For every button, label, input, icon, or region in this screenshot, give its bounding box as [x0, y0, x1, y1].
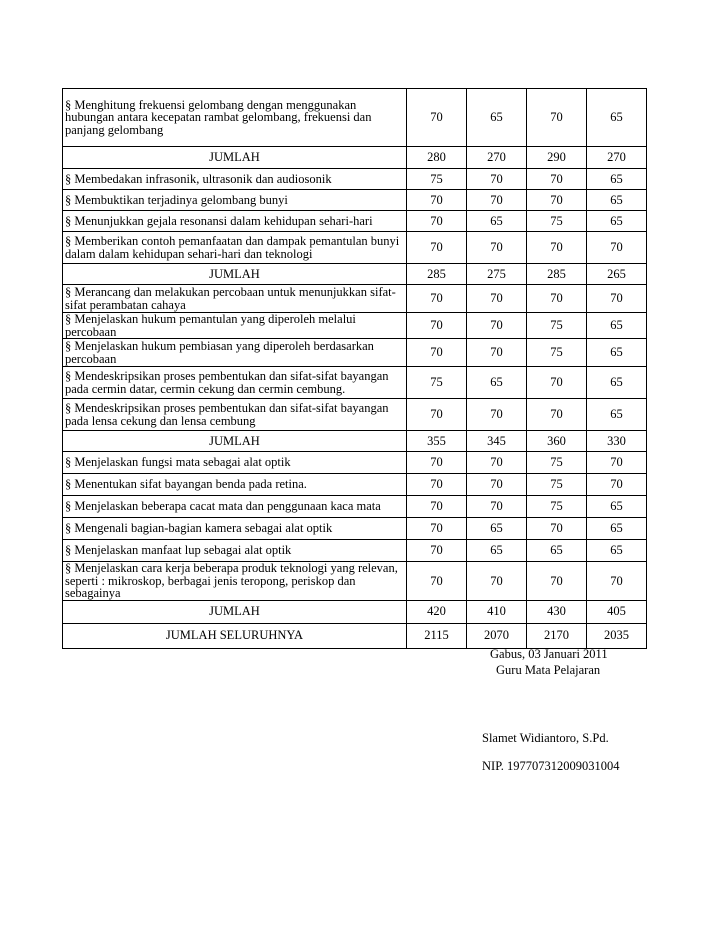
- score-cell: 70: [527, 285, 587, 313]
- total-label: JUMLAH: [63, 147, 407, 169]
- score-cell: 70: [467, 339, 527, 367]
- table-row: [63, 562, 647, 601]
- score-cell: 70: [467, 285, 527, 313]
- competency-description: § Menjelaskan hukum pembiasan yang diperoleh berdasarkan percobaan: [63, 339, 407, 367]
- signature-place-date: Gabus, 03 Januari 2011: [490, 647, 608, 661]
- table-row: [63, 540, 647, 562]
- score-cell: 70: [467, 232, 527, 264]
- score-cell: 2070: [467, 623, 527, 648]
- signature-role: Guru Mata Pelajaran: [496, 663, 601, 677]
- score-cell: 65: [527, 540, 587, 562]
- score-cell: 270: [587, 147, 647, 169]
- score-cell: 65: [467, 211, 527, 232]
- competency-description: § Mendeskripsikan proses pembentukan dan sifat-sifat bayangan pada cermin datar, cermin cekung dan cermin cembung.: [63, 367, 407, 399]
- score-cell: 65: [587, 399, 647, 431]
- score-cell: 70: [407, 89, 467, 147]
- score-cell: 65: [467, 367, 527, 399]
- score-cell: 70: [467, 474, 527, 496]
- score-cell: 70: [527, 190, 587, 211]
- score-cell: 65: [587, 540, 647, 562]
- score-cell: 65: [467, 518, 527, 540]
- score-cell: 285: [527, 264, 587, 285]
- score-table-body: [63, 89, 647, 649]
- table-row: [63, 452, 647, 474]
- score-cell: 65: [587, 89, 647, 147]
- table-row: [63, 474, 647, 496]
- score-cell: 70: [467, 169, 527, 190]
- score-cell: 420: [407, 600, 467, 623]
- score-cell: 270: [467, 147, 527, 169]
- score-cell: 275: [467, 264, 527, 285]
- score-cell: 75: [527, 474, 587, 496]
- score-cell: 330: [587, 431, 647, 452]
- total-label: JUMLAH: [63, 264, 407, 285]
- competency-description: § Menunjukkan gejala resonansi dalam kehidupan sehari-hari: [63, 211, 407, 232]
- score-cell: 410: [467, 600, 527, 623]
- score-cell: 70: [527, 232, 587, 264]
- score-cell: 70: [587, 452, 647, 474]
- score-cell: 70: [527, 518, 587, 540]
- score-cell: 70: [467, 190, 527, 211]
- table-row: [63, 211, 647, 232]
- competency-description: § Menghitung frekuensi gelombang dengan menggunakan hubungan antara kecepatan rambat gelombang, frekuensi dan panjang gelombang: [63, 89, 407, 147]
- total-row: [63, 147, 647, 169]
- total-row: [63, 623, 647, 648]
- competency-description: § Menjelaskan cara kerja beberapa produk teknologi yang relevan, seperti : mikroskop, berbagai jenis teropong, periskop dan sebagainya: [63, 562, 407, 601]
- score-cell: 65: [587, 211, 647, 232]
- score-cell: 65: [467, 540, 527, 562]
- score-cell: 70: [587, 232, 647, 264]
- competency-description: § Menentukan sifat bayangan benda pada retina.: [63, 474, 407, 496]
- score-cell: 70: [587, 562, 647, 601]
- total-label: JUMLAH SELURUHNYA: [63, 623, 407, 648]
- score-cell: 70: [407, 190, 467, 211]
- score-cell: 70: [407, 518, 467, 540]
- score-cell: 70: [527, 399, 587, 431]
- score-cell: 70: [467, 399, 527, 431]
- score-cell: 75: [407, 367, 467, 399]
- total-row: [63, 264, 647, 285]
- score-table: [62, 88, 647, 649]
- score-cell: 70: [587, 285, 647, 313]
- table-row: [63, 518, 647, 540]
- score-cell: 2035: [587, 623, 647, 648]
- score-cell: 70: [407, 211, 467, 232]
- score-cell: 70: [407, 339, 467, 367]
- total-row: [63, 600, 647, 623]
- score-cell: 360: [527, 431, 587, 452]
- table-row: [63, 399, 647, 431]
- score-cell: 70: [407, 232, 467, 264]
- total-row: [63, 431, 647, 452]
- signature-name: Slamet Widiantoro, S.Pd.: [482, 731, 609, 745]
- competency-description: § Menjelaskan beberapa cacat mata dan penggunaan kaca mata: [63, 496, 407, 518]
- score-cell: 430: [527, 600, 587, 623]
- score-cell: 65: [587, 313, 647, 339]
- competency-description: § Menjelaskan manfaat lup sebagai alat optik: [63, 540, 407, 562]
- table-row: [63, 367, 647, 399]
- score-cell: 290: [527, 147, 587, 169]
- score-cell: 65: [587, 339, 647, 367]
- score-cell: 2170: [527, 623, 587, 648]
- score-cell: 65: [467, 89, 527, 147]
- score-table-container: [62, 88, 646, 649]
- score-cell: 70: [587, 474, 647, 496]
- score-cell: 75: [527, 211, 587, 232]
- signature-nip: NIP. 197707312009031004: [482, 759, 620, 773]
- score-cell: 70: [407, 452, 467, 474]
- score-cell: 70: [527, 367, 587, 399]
- competency-description: § Menjelaskan fungsi mata sebagai alat optik: [63, 452, 407, 474]
- competency-description: § Membedakan infrasonik, ultrasonik dan audiosonik: [63, 169, 407, 190]
- score-cell: 70: [407, 313, 467, 339]
- total-label: JUMLAH: [63, 431, 407, 452]
- total-label: JUMLAH: [63, 600, 407, 623]
- table-row: [63, 313, 647, 339]
- score-cell: 65: [587, 367, 647, 399]
- competency-description: § Membuktikan terjadinya gelombang bunyi: [63, 190, 407, 211]
- score-cell: 75: [527, 496, 587, 518]
- score-cell: 65: [587, 496, 647, 518]
- score-cell: 75: [407, 169, 467, 190]
- score-cell: 70: [467, 496, 527, 518]
- score-cell: 355: [407, 431, 467, 452]
- competency-description: § Mendeskripsikan proses pembentukan dan sifat-sifat bayangan pada lensa cekung dan lensa cembung: [63, 399, 407, 431]
- table-row: [63, 190, 647, 211]
- score-cell: 405: [587, 600, 647, 623]
- score-cell: 265: [587, 264, 647, 285]
- score-cell: 70: [527, 562, 587, 601]
- score-cell: 65: [587, 169, 647, 190]
- score-cell: 70: [407, 496, 467, 518]
- competency-description: § Mengenali bagian-bagian kamera sebagai alat optik: [63, 518, 407, 540]
- table-row: [63, 232, 647, 264]
- score-cell: 70: [407, 399, 467, 431]
- competency-description: § Menjelaskan hukum pemantulan yang diperoleh melalui percobaan: [63, 313, 407, 339]
- score-cell: 70: [407, 562, 467, 601]
- score-cell: 70: [467, 452, 527, 474]
- score-cell: 285: [407, 264, 467, 285]
- competency-description: § Memberikan contoh pemanfaatan dan dampak pemantulan bunyi dalam dalam kehidupan sehari-hari dan teknologi: [63, 232, 407, 264]
- score-cell: 70: [467, 562, 527, 601]
- table-row: [63, 169, 647, 190]
- table-row: [63, 339, 647, 367]
- table-row: [63, 496, 647, 518]
- signature-block: [482, 646, 682, 774]
- score-cell: 2115: [407, 623, 467, 648]
- score-cell: 280: [407, 147, 467, 169]
- score-cell: 70: [407, 285, 467, 313]
- score-cell: 75: [527, 339, 587, 367]
- competency-description: § Merancang dan melakukan percobaan untuk menunjukkan sifat-sifat perambatan cahaya: [63, 285, 407, 313]
- table-row: [63, 89, 647, 147]
- score-cell: 70: [407, 474, 467, 496]
- score-cell: 75: [527, 452, 587, 474]
- score-cell: 70: [527, 169, 587, 190]
- score-cell: 65: [587, 190, 647, 211]
- score-cell: 345: [467, 431, 527, 452]
- score-cell: 70: [407, 540, 467, 562]
- score-cell: 65: [587, 518, 647, 540]
- table-row: [63, 285, 647, 313]
- score-cell: 75: [527, 313, 587, 339]
- score-cell: 70: [527, 89, 587, 147]
- score-cell: 70: [467, 313, 527, 339]
